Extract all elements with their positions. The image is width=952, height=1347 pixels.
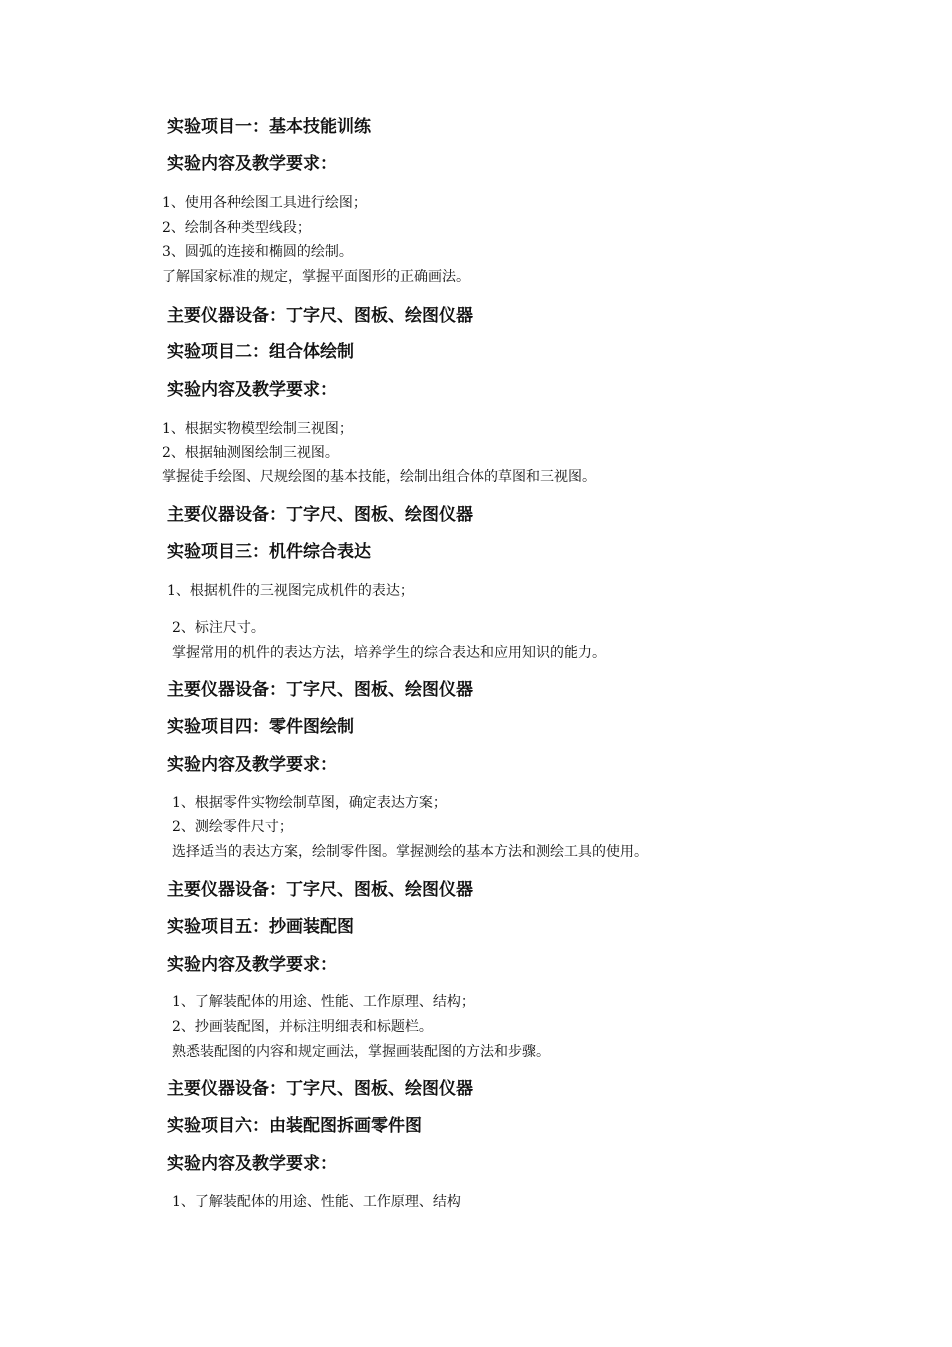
project-2-line-1: 1、根据实物模型绘制三视图； bbox=[162, 421, 353, 437]
project-4-line-2: 2、测绘零件尺寸； bbox=[172, 819, 293, 835]
project-6-requirements-heading: 实验内容及教学要求： bbox=[167, 1154, 337, 1174]
project-1-line-2: 2、绘制各种类型线段； bbox=[162, 220, 311, 236]
project-5-line-2: 2、抄画装配图，并标注明细表和标题栏。 bbox=[172, 1019, 433, 1035]
project-2-title: 实验项目二：组合体绘制 bbox=[167, 342, 354, 362]
project-4-line-1: 1、根据零件实物绘制草图，确定表达方案； bbox=[172, 795, 447, 811]
project-1-equipment: 主要仪器设备：丁字尺、图板、绘图仪器 bbox=[167, 306, 473, 326]
project-5-requirements-heading: 实验内容及教学要求： bbox=[167, 955, 337, 975]
project-3-line-2: 2、标注尺寸。 bbox=[172, 620, 265, 636]
project-3-line-1: 1、根据机件的三视图完成机件的表达； bbox=[167, 583, 414, 599]
project-1-title: 实验项目一：基本技能训练 bbox=[167, 117, 371, 137]
project-2-line-2: 2、根据轴测图绘制三视图。 bbox=[162, 445, 339, 461]
project-4-line-3: 选择适当的表达方案，绘制零件图。掌握测绘的基本方法和测绘工具的使用。 bbox=[172, 844, 648, 860]
project-4-title: 实验项目四：零件图绘制 bbox=[167, 717, 354, 737]
project-1-requirements-heading: 实验内容及教学要求： bbox=[167, 154, 337, 174]
project-6-title: 实验项目六：由装配图拆画零件图 bbox=[167, 1116, 422, 1136]
project-3-equipment: 主要仪器设备：丁字尺、图板、绘图仪器 bbox=[167, 680, 473, 700]
project-1-line-3: 3、圆弧的连接和椭圆的绘制。 bbox=[162, 244, 353, 260]
project-2-equipment: 主要仪器设备：丁字尺、图板、绘图仪器 bbox=[167, 505, 473, 525]
project-3-line-3: 掌握常用的机件的表达方法，培养学生的综合表达和应用知识的能力。 bbox=[172, 645, 606, 661]
project-6-line-1: 1、了解装配体的用途、性能、工作原理、结构 bbox=[172, 1194, 461, 1210]
project-2-line-3: 掌握徒手绘图、尺规绘图的基本技能，绘制出组合体的草图和三视图。 bbox=[162, 469, 596, 485]
project-1-line-4: 了解国家标准的规定，掌握平面图形的正确画法。 bbox=[162, 269, 470, 285]
project-3-title: 实验项目三：机件综合表达 bbox=[167, 542, 371, 562]
project-1-line-1: 1、使用各种绘图工具进行绘图； bbox=[162, 195, 367, 211]
project-5-line-1: 1、了解装配体的用途、性能、工作原理、结构； bbox=[172, 994, 475, 1010]
project-5-line-3: 熟悉装配图的内容和规定画法，掌握画装配图的方法和步骤。 bbox=[172, 1044, 550, 1060]
project-5-title: 实验项目五：抄画装配图 bbox=[167, 917, 354, 937]
project-4-requirements-heading: 实验内容及教学要求： bbox=[167, 755, 337, 775]
project-5-equipment: 主要仪器设备：丁字尺、图板、绘图仪器 bbox=[167, 1079, 473, 1099]
project-4-equipment: 主要仪器设备：丁字尺、图板、绘图仪器 bbox=[167, 880, 473, 900]
project-2-requirements-heading: 实验内容及教学要求： bbox=[167, 380, 337, 400]
